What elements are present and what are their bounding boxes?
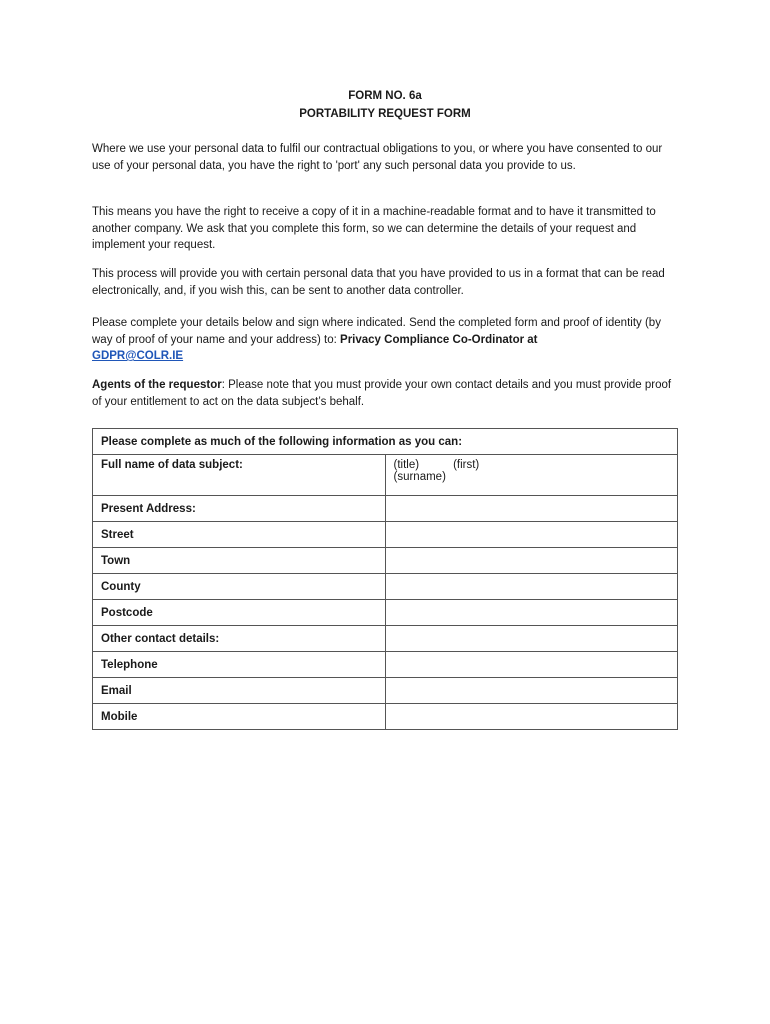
town-label: Town xyxy=(93,548,386,574)
telephone-label: Telephone xyxy=(93,652,386,678)
agents-label: Agents of the requestor xyxy=(92,379,222,391)
postcode-label: Postcode xyxy=(93,600,386,626)
other-contact-field[interactable] xyxy=(385,626,678,652)
agents-paragraph xyxy=(92,377,682,410)
postcode-field[interactable] xyxy=(385,600,678,626)
present-address-label: Present Address: xyxy=(93,496,386,522)
email-field[interactable] xyxy=(385,678,678,704)
table-row xyxy=(93,652,678,678)
intro-paragraph: Where we use your personal data to fulfil our contractual obligations to you, or where you have consented to our use of your personal data, you have the right to 'port' any such personal data you provide to us. xyxy=(92,143,663,172)
rights-paragraph: This means you have the right to receive a copy of it in a machine-readable format and to have it transmitted to another company. We ask that you complete this form, so we can determine the details of your request and implement your request. xyxy=(92,206,656,251)
gdpr-email-link[interactable]: GDPR@COLR.IE xyxy=(92,350,184,362)
mobile-label: Mobile xyxy=(93,704,386,730)
name-title-hint: (title) xyxy=(393,459,420,471)
street-label: Street xyxy=(93,522,386,548)
table-row xyxy=(93,600,678,626)
street-field[interactable] xyxy=(385,522,678,548)
town-field[interactable] xyxy=(385,548,678,574)
table-row xyxy=(93,704,678,730)
table-row xyxy=(93,496,678,522)
instructions-paragraph xyxy=(92,315,682,365)
table-row xyxy=(93,626,678,652)
name-first-hint: (first) xyxy=(453,459,480,471)
table-row xyxy=(93,522,678,548)
form-number: FORM NO. 6a xyxy=(348,90,422,102)
table-row xyxy=(93,548,678,574)
table-header: Please complete as much of the following information as you can: xyxy=(93,429,678,455)
present-address-field[interactable] xyxy=(385,496,678,522)
table-header-row xyxy=(93,429,678,455)
instructions-recipient: Privacy Compliance Co-Ordinator at xyxy=(340,333,538,346)
county-label: County xyxy=(93,574,386,600)
full-name-label: Full name of data subject: xyxy=(93,455,386,496)
table-row xyxy=(93,678,678,704)
email-label: Email xyxy=(93,678,386,704)
table-row xyxy=(93,574,678,600)
county-field[interactable] xyxy=(385,574,678,600)
form-title: PORTABILITY REQUEST FORM xyxy=(299,108,471,120)
full-name-field[interactable] xyxy=(385,455,678,496)
process-paragraph: This process will provide you with certain personal data that you have provided to us in a format that can be read electronically, and, if you wish this, can be sent to another data controller. xyxy=(92,268,665,297)
name-surname-hint: (surname) xyxy=(393,471,446,483)
table-row xyxy=(93,455,678,496)
telephone-field[interactable] xyxy=(385,652,678,678)
other-contact-label: Other contact details: xyxy=(93,626,386,652)
details-form-table xyxy=(92,428,678,730)
instructions-text: Please complete your details below and sign where indicated. Send the completed form and proof of identity (by way of proof of your name and your address) to: xyxy=(92,317,661,346)
agents-text: : Please note that you must provide your own contact details and you must provide proof of your entitlement to act on the data subject’s behalf. xyxy=(92,379,672,408)
mobile-field[interactable] xyxy=(385,704,678,730)
